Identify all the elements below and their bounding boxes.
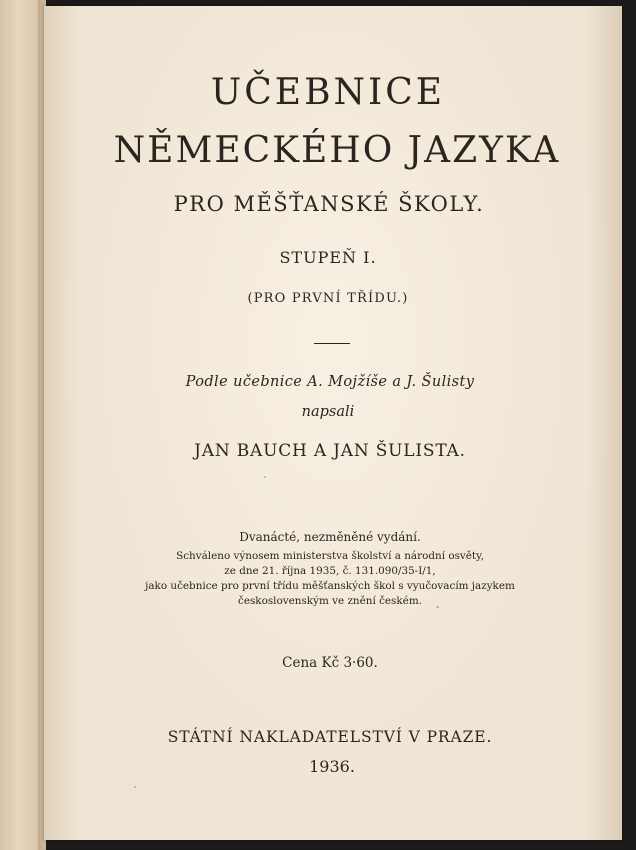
- title-line-2: NĚMECKÉHO JAZYKA: [113, 130, 561, 171]
- paper-speck: [134, 786, 136, 788]
- title-line-1: UČEBNICE: [210, 72, 446, 113]
- title-page: [44, 6, 622, 840]
- approval-line: ze dne 21. října 1935, č. 131.090/35-I/1,: [224, 565, 436, 577]
- publication-year: 1936.: [309, 757, 355, 776]
- approval-block: [41, 549, 619, 609]
- publisher: STÁTNÍ NAKLADATELSTVÍ V PRAZE.: [167, 728, 493, 746]
- paper-speck: [436, 606, 439, 608]
- divider-rule: [314, 343, 350, 344]
- price: Cena Kč 3·60.: [282, 655, 378, 671]
- edition-note: Dvanácté, nezměněné vydání.: [239, 530, 421, 544]
- approval-line: československým ve znění českém.: [238, 595, 422, 607]
- authors: JAN BAUCH A JAN ŠULISTA.: [194, 441, 466, 461]
- written-by-text: napsali: [301, 404, 355, 420]
- approval-line: Schváleno výnosem ministerstva školství a národní osvěty,: [176, 550, 484, 562]
- approval-line: jako učebnice pro první třídu měšťanských škol s vyučovacím jazykem: [145, 580, 515, 592]
- subtitle: PRO MĚŠŤANSKÉ ŠKOLY.: [173, 192, 485, 216]
- paper-speck: [264, 476, 266, 478]
- grade-note: (PRO PRVNÍ TŘÍDU.): [247, 291, 409, 306]
- level-label: STUPEŇ I.: [279, 248, 377, 267]
- based-on-text: Podle učebnice A. Mojžíše a J. Šulisty: [185, 374, 475, 390]
